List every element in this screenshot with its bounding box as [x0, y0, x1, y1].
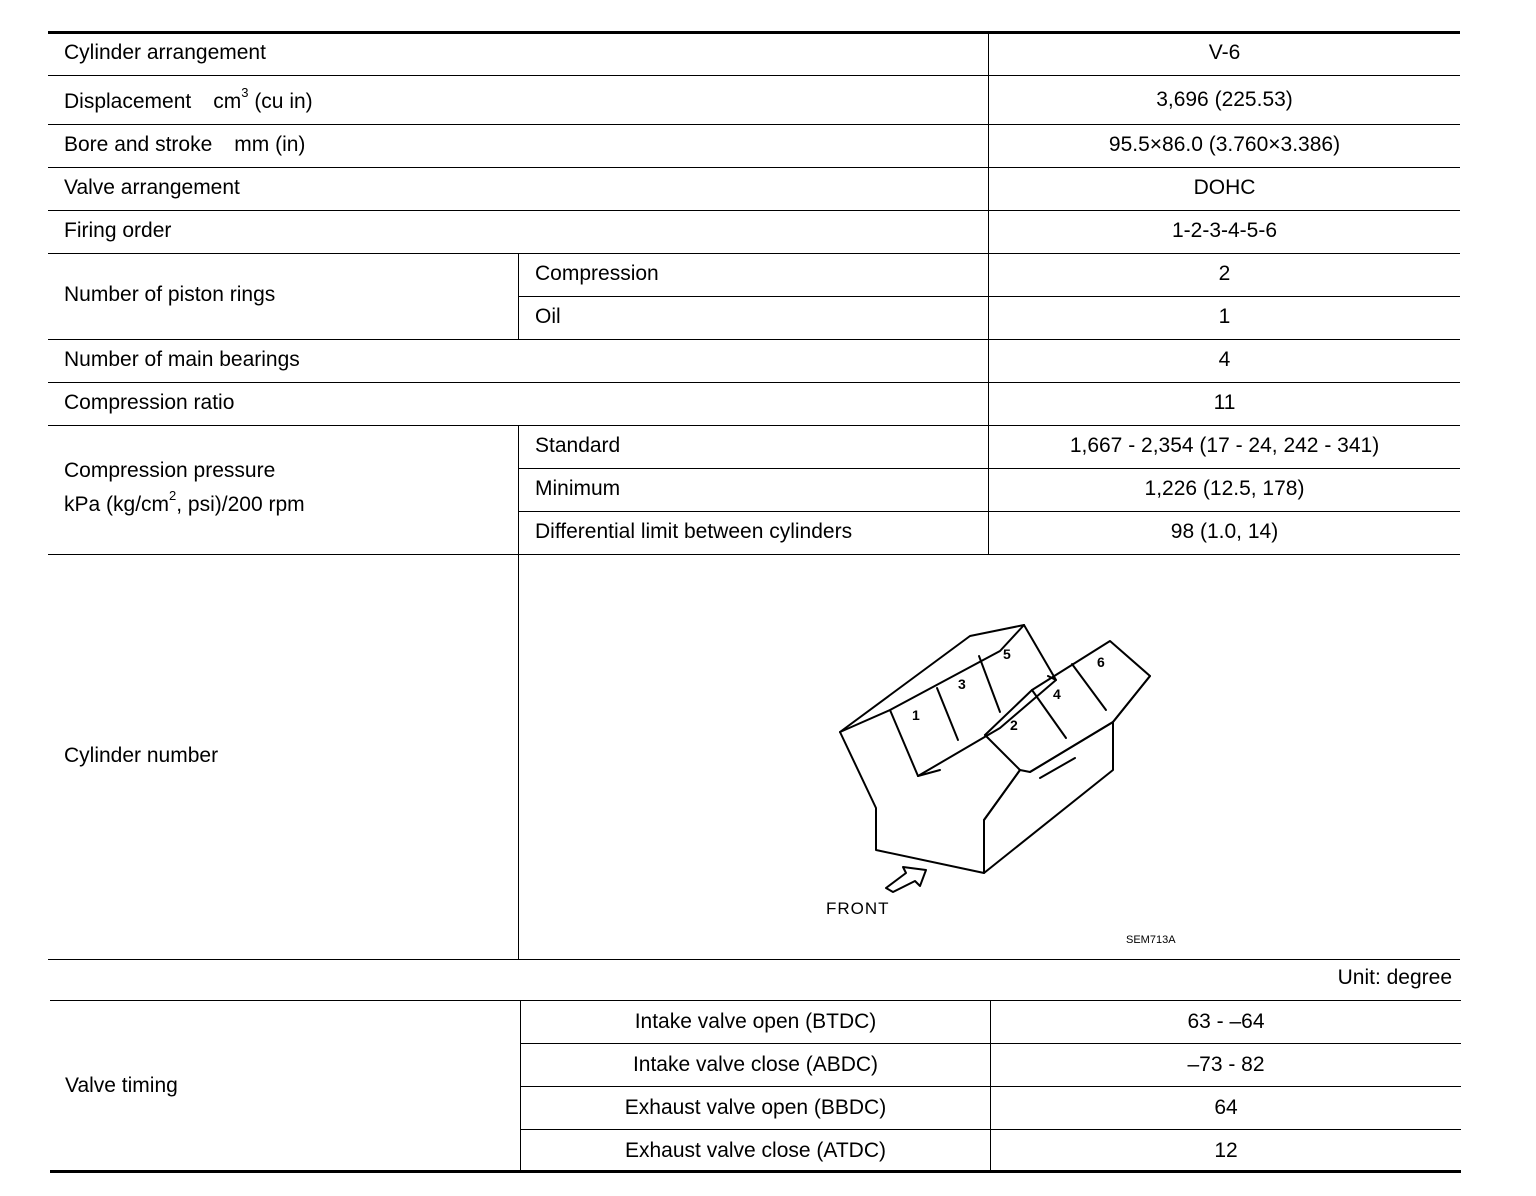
cylinder-arrangement-label: Cylinder arrangement	[64, 41, 266, 64]
cylinder-label-3: 3	[958, 676, 966, 692]
piston-rings-oil-label: Oil	[535, 305, 561, 328]
bore-stroke-label: Bore and stroke	[64, 133, 213, 156]
compression-pressure-label: Compression pressure	[64, 459, 276, 482]
compression-standard-label: Standard	[535, 434, 621, 457]
valve-timing-label: Valve timing	[65, 1074, 178, 1097]
cylinder-label-2: 2	[1010, 717, 1018, 733]
intake-open-value: 63 - –64	[1187, 1010, 1265, 1033]
intake-open-label: Intake valve open (BTDC)	[634, 1010, 877, 1033]
main-bearings-value: 4	[1218, 348, 1231, 371]
piston-rings-compression-label: Compression	[535, 262, 659, 285]
cylinder-label-1: 1	[912, 707, 920, 723]
displacement-value: 3,696 (225.53)	[1156, 88, 1293, 111]
bore-stroke-value: 95.5×86.0 (3.760×3.386)	[1108, 133, 1341, 156]
piston-rings-label: Number of piston rings	[64, 283, 276, 306]
valve-arrangement-value: DOHC	[1193, 176, 1256, 199]
row-divider	[48, 124, 1460, 125]
exhaust-close-value: 12	[1214, 1139, 1238, 1162]
valve-table-top-border	[50, 1000, 1461, 1001]
column-divider	[518, 253, 519, 340]
bore-stroke-unit: mm (in)	[234, 133, 306, 156]
row-divider	[48, 382, 1460, 383]
row-divider	[48, 210, 1460, 211]
front-label: FRONT	[826, 899, 890, 918]
valve-table-bottom-border	[50, 1170, 1461, 1173]
cylinder-label-5: 5	[1003, 646, 1011, 662]
v6-engine-cylinder-diagram	[519, 555, 1460, 959]
row-divider	[48, 959, 1460, 960]
unit-note: Unit: degree	[1337, 966, 1452, 989]
exhaust-close-label: Exhaust valve close (ATDC)	[624, 1139, 887, 1162]
exhaust-open-label: Exhaust valve open (BBDC)	[624, 1096, 887, 1119]
displacement-unit: cm	[213, 90, 242, 113]
displacement-label: Displacement	[64, 90, 192, 113]
compression-minimum-value: 1,226 (12.5, 178)	[1144, 477, 1305, 500]
exhaust-open-value: 64	[1214, 1096, 1238, 1119]
compression-pressure-unit: kPa (kg/cm	[64, 493, 170, 516]
row-divider	[48, 167, 1460, 168]
valve-arrangement-label: Valve arrangement	[64, 176, 240, 199]
row-divider	[518, 511, 1460, 512]
compression-ratio-label: Compression ratio	[64, 391, 235, 414]
row-divider	[518, 468, 1460, 469]
compression-standard-value: 1,667 - 2,354 (17 - 24, 242 - 341)	[1069, 434, 1380, 457]
displacement-unit-suffix: (cu in)	[254, 90, 313, 113]
intake-close-value: –73 - 82	[1187, 1053, 1265, 1076]
displacement-label-cell	[64, 85, 313, 115]
row-divider	[48, 253, 1460, 254]
firing-order-label: Firing order	[64, 219, 172, 242]
piston-rings-oil-value: 1	[1218, 305, 1231, 328]
displacement-unit-superscript: 3	[241, 85, 249, 100]
main-bearings-label: Number of main bearings	[64, 348, 300, 371]
cylinder-label-6: 6	[1097, 654, 1105, 670]
piston-rings-compression-value: 2	[1218, 262, 1231, 285]
cylinder-arrangement-value: V-6	[1208, 41, 1241, 64]
table-top-border	[48, 31, 1460, 34]
row-divider	[48, 75, 1460, 76]
bore-stroke-label-cell	[64, 131, 305, 158]
figure-id: SEM713A	[1126, 934, 1176, 946]
compression-differential-value: 98 (1.0, 14)	[1170, 520, 1279, 543]
compression-pressure-unit-suffix: , psi)/200 rpm	[176, 493, 305, 516]
compression-ratio-value: 11	[1213, 391, 1236, 414]
compression-differential-label: Differential limit between cylinders	[535, 520, 853, 543]
compression-pressure-unit-cell	[64, 488, 305, 518]
compression-minimum-label: Minimum	[535, 477, 621, 500]
cylinder-number-label: Cylinder number	[64, 744, 219, 767]
firing-order-value: 1-2-3-4-5-6	[1171, 219, 1278, 242]
cylinder-label-4: 4	[1053, 686, 1061, 702]
row-divider	[48, 339, 1460, 340]
compression-pressure-unit-superscript: 2	[169, 488, 177, 503]
row-divider	[518, 296, 1460, 297]
row-divider	[48, 425, 1460, 426]
intake-close-label: Intake valve close (ABDC)	[632, 1053, 879, 1076]
